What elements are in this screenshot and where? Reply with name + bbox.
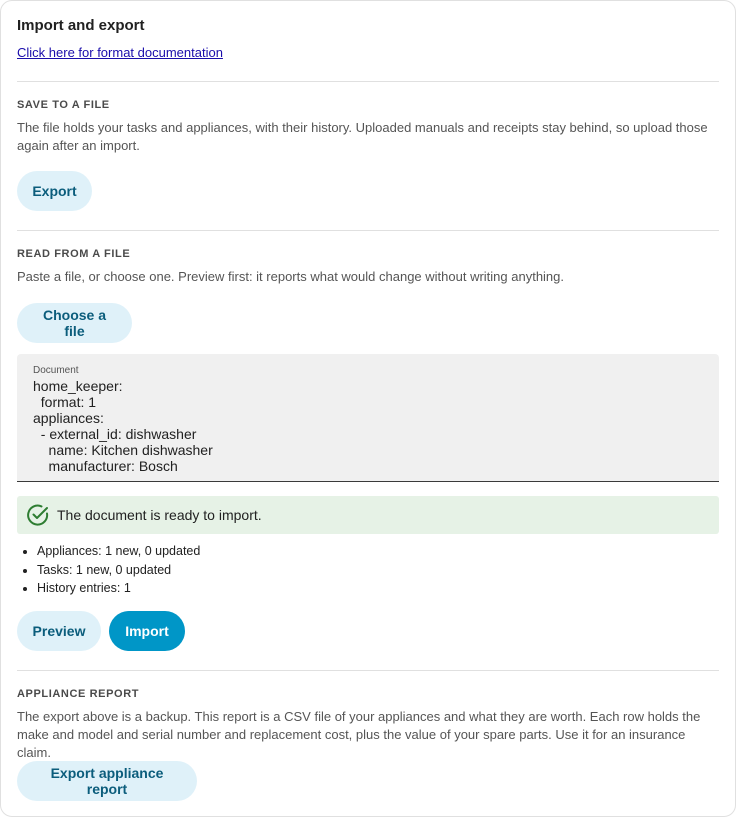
document-field-value[interactable]: home_keeper: format: 1 appliances: - external_id: dishwasher name: Kitchen dishwasher manufacturer: Bosch bbox=[33, 378, 213, 474]
report-section-heading: APPLIANCE REPORT bbox=[17, 688, 140, 700]
divider bbox=[17, 81, 719, 82]
status-text: The document is ready to import. bbox=[57, 507, 262, 523]
document-textarea[interactable] bbox=[17, 354, 719, 482]
document-field-label: Document bbox=[33, 365, 79, 376]
import-summary-list bbox=[17, 542, 200, 598]
save-section-description: The file holds your tasks and appliances, with their history. Uploaded manuals and receipts stay behind, so upload those again after an import. bbox=[17, 120, 708, 153]
divider bbox=[17, 670, 719, 671]
list-item: • Tasks: 1 new, 0 updated bbox=[37, 561, 200, 580]
list-item: • History entries: 1 bbox=[37, 579, 200, 598]
read-section-description: Paste a file, or choose one. Preview first: it reports what would change without writing anything. bbox=[17, 269, 565, 284]
export-appliance-report-button[interactable]: Export appliance report bbox=[17, 761, 197, 801]
read-section-heading: READ FROM A FILE bbox=[17, 248, 131, 260]
status-banner bbox=[17, 496, 719, 534]
list-item: • Appliances: 1 new, 0 updated bbox=[37, 542, 200, 561]
choose-file-button[interactable]: Choose a file bbox=[17, 303, 132, 343]
save-section-heading: SAVE TO A FILE bbox=[17, 99, 110, 111]
export-button[interactable]: Export bbox=[17, 171, 92, 211]
divider bbox=[17, 230, 719, 231]
check-circle-icon bbox=[26, 503, 50, 527]
format-documentation-link[interactable]: Click here for format documentation bbox=[17, 45, 223, 60]
report-section-description: The export above is a backup. This report is a CSV file of your appliances and what they are worth. Each row holds the make and model and serial number and replacement cost, plus the value of your spare parts. Use it for an insurance claim. bbox=[17, 709, 701, 760]
import-button[interactable]: Import bbox=[109, 611, 185, 651]
page-title: Import and export bbox=[17, 17, 145, 34]
preview-button[interactable]: Preview bbox=[17, 611, 101, 651]
